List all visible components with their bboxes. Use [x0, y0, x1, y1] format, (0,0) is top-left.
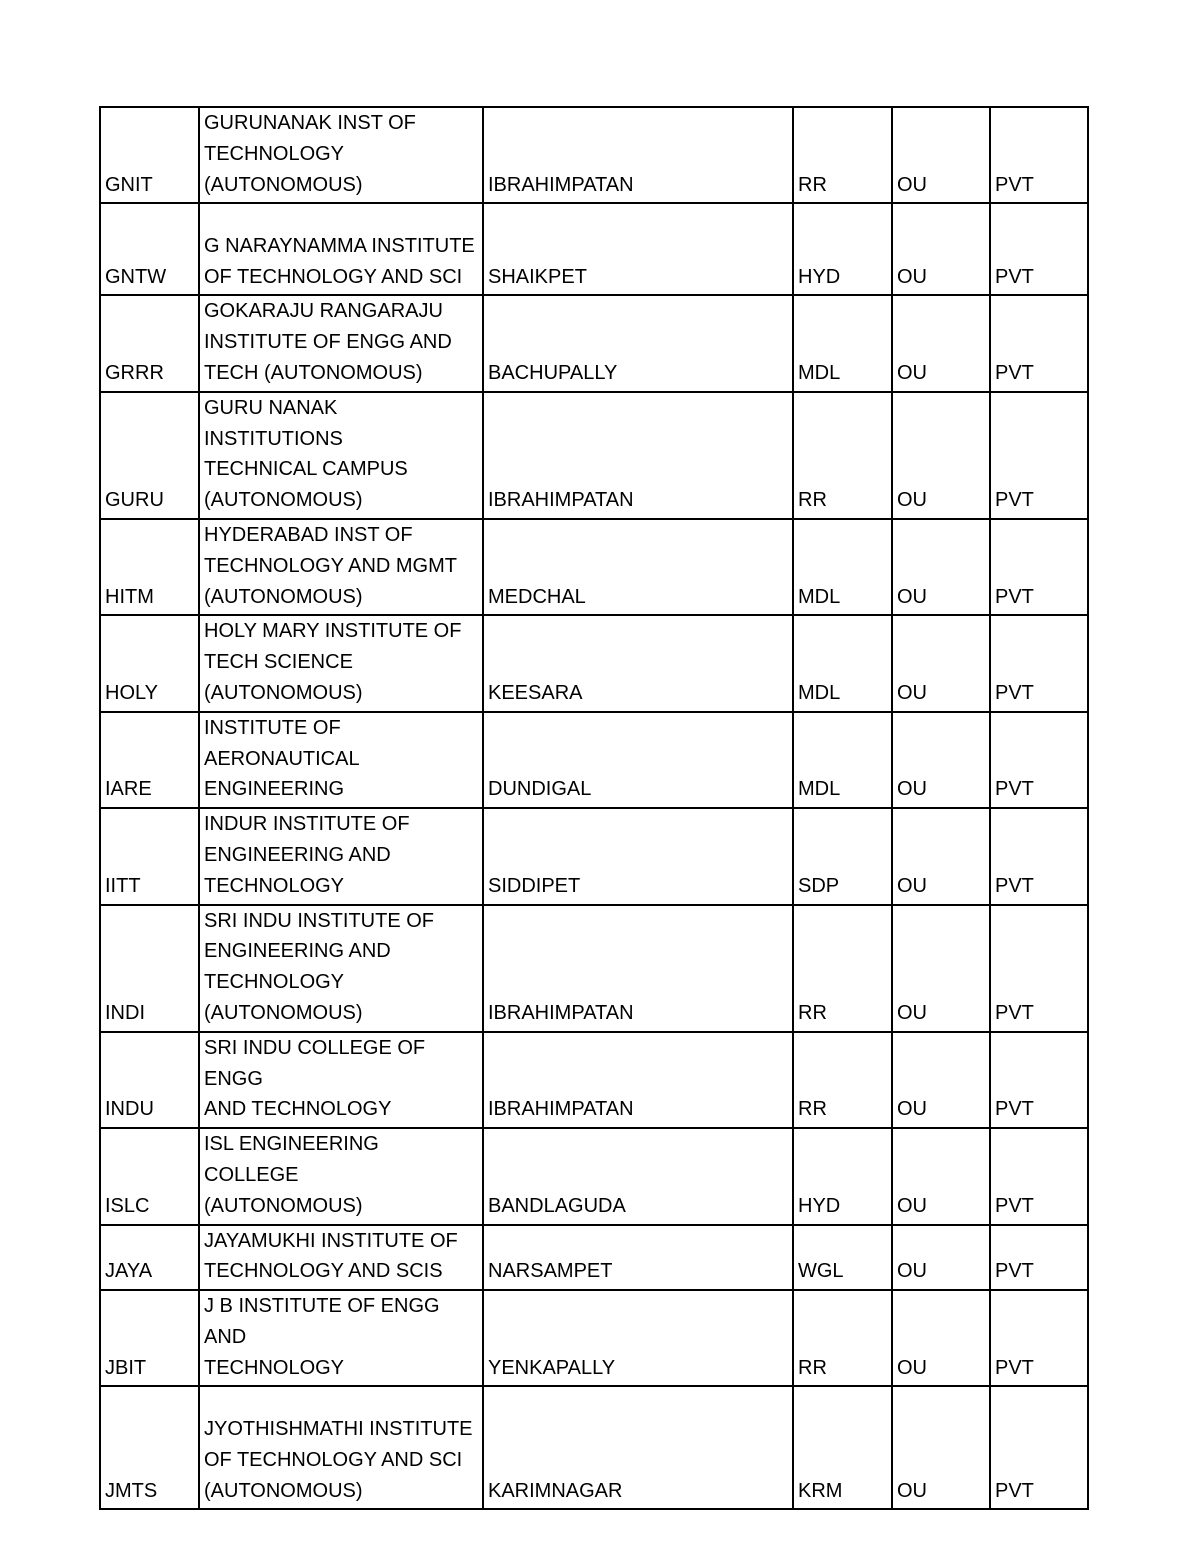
university-cell: OU [892, 519, 990, 615]
college-name-cell: INSTITUTE OF AERONAUTICAL ENGINEERING [199, 712, 483, 808]
district-cell: MDL [793, 295, 892, 391]
college-name-cell: GURU NANAK INSTITUTIONS TECHNICAL CAMPUS (AUTONOMOUS) [199, 392, 483, 519]
college-name-cell: J B INSTITUTE OF ENGG AND TECHNOLOGY [199, 1290, 483, 1386]
college-code-cell: ISLC [100, 1128, 199, 1224]
table-row [100, 1290, 1088, 1386]
district-cell: RR [793, 107, 892, 203]
college-table-sheet [99, 106, 1087, 1510]
university-cell: OU [892, 392, 990, 519]
place-cell: MEDCHAL [483, 519, 793, 615]
district-cell: HYD [793, 1128, 892, 1224]
college-code-cell: GURU [100, 392, 199, 519]
type-cell: PVT [990, 905, 1088, 1032]
type-cell: PVT [990, 1290, 1088, 1386]
university-cell: OU [892, 1225, 990, 1291]
type-cell: PVT [990, 1225, 1088, 1291]
university-cell: OU [892, 1386, 990, 1509]
table-row [100, 203, 1088, 295]
district-cell: WGL [793, 1225, 892, 1291]
district-cell: SDP [793, 808, 892, 904]
college-name-cell: G NARAYNAMMA INSTITUTE OF TECHNOLOGY AND SCI [199, 203, 483, 295]
table-row [100, 295, 1088, 391]
type-cell: PVT [990, 519, 1088, 615]
place-cell: IBRAHIMPATAN [483, 1032, 793, 1128]
college-code-cell: INDI [100, 905, 199, 1032]
table-row [100, 519, 1088, 615]
table-row [100, 808, 1088, 904]
college-name-cell: GOKARAJU RANGARAJU INSTITUTE OF ENGG AND TECH (AUTONOMOUS) [199, 295, 483, 391]
type-cell: PVT [990, 615, 1088, 711]
university-cell: OU [892, 712, 990, 808]
college-name-cell: INDUR INSTITUTE OF ENGINEERING AND TECHNOLOGY [199, 808, 483, 904]
table-row [100, 712, 1088, 808]
type-cell: PVT [990, 712, 1088, 808]
type-cell: PVT [990, 392, 1088, 519]
college-name-cell: SRI INDU COLLEGE OF ENGG AND TECHNOLOGY [199, 1032, 483, 1128]
college-code-cell: IARE [100, 712, 199, 808]
university-cell: OU [892, 1290, 990, 1386]
university-cell: OU [892, 295, 990, 391]
place-cell: SHAIKPET [483, 203, 793, 295]
table-row [100, 1225, 1088, 1291]
district-cell: RR [793, 392, 892, 519]
table-row [100, 905, 1088, 1032]
type-cell: PVT [990, 1128, 1088, 1224]
place-cell: NARSAMPET [483, 1225, 793, 1291]
university-cell: OU [892, 1128, 990, 1224]
college-name-cell: ISL ENGINEERING COLLEGE (AUTONOMOUS) [199, 1128, 483, 1224]
college-name-cell: JYOTHISHMATHI INSTITUTE OF TECHNOLOGY AND SCI (AUTONOMOUS) [199, 1386, 483, 1509]
table-row [100, 1032, 1088, 1128]
college-code-cell: HITM [100, 519, 199, 615]
place-cell: KARIMNAGAR [483, 1386, 793, 1509]
college-name-cell: HOLY MARY INSTITUTE OF TECH SCIENCE (AUTONOMOUS) [199, 615, 483, 711]
district-cell: RR [793, 1290, 892, 1386]
college-code-cell: JMTS [100, 1386, 199, 1509]
college-name-cell: SRI INDU INSTITUTE OF ENGINEERING AND TECHNOLOGY (AUTONOMOUS) [199, 905, 483, 1032]
university-cell: OU [892, 107, 990, 203]
college-code-cell: JAYA [100, 1225, 199, 1291]
college-code-cell: GNTW [100, 203, 199, 295]
college-code-cell: HOLY [100, 615, 199, 711]
place-cell: BANDLAGUDA [483, 1128, 793, 1224]
district-cell: MDL [793, 519, 892, 615]
place-cell: BACHUPALLY [483, 295, 793, 391]
college-code-cell: JBIT [100, 1290, 199, 1386]
type-cell: PVT [990, 808, 1088, 904]
place-cell: IBRAHIMPATAN [483, 107, 793, 203]
college-code-cell: INDU [100, 1032, 199, 1128]
university-cell: OU [892, 808, 990, 904]
college-name-cell: GURUNANAK INST OF TECHNOLOGY (AUTONOMOUS) [199, 107, 483, 203]
university-cell: OU [892, 1032, 990, 1128]
district-cell: RR [793, 1032, 892, 1128]
district-cell: HYD [793, 203, 892, 295]
place-cell: YENKAPALLY [483, 1290, 793, 1386]
place-cell: IBRAHIMPATAN [483, 392, 793, 519]
type-cell: PVT [990, 1386, 1088, 1509]
type-cell: PVT [990, 1032, 1088, 1128]
college-code-cell: IITT [100, 808, 199, 904]
university-cell: OU [892, 615, 990, 711]
district-cell: KRM [793, 1386, 892, 1509]
type-cell: PVT [990, 203, 1088, 295]
district-cell: MDL [793, 712, 892, 808]
table-row [100, 1128, 1088, 1224]
place-cell: SIDDIPET [483, 808, 793, 904]
college-name-cell: HYDERABAD INST OF TECHNOLOGY AND MGMT (AUTONOMOUS) [199, 519, 483, 615]
place-cell: DUNDIGAL [483, 712, 793, 808]
university-cell: OU [892, 905, 990, 1032]
table-row [100, 615, 1088, 711]
place-cell: KEESARA [483, 615, 793, 711]
district-cell: RR [793, 905, 892, 1032]
college-code-cell: GNIT [100, 107, 199, 203]
college-table-body [100, 107, 1088, 1509]
table-row [100, 107, 1088, 203]
table-row [100, 392, 1088, 519]
district-cell: MDL [793, 615, 892, 711]
university-cell: OU [892, 203, 990, 295]
table-row [100, 1386, 1088, 1509]
college-code-cell: GRRR [100, 295, 199, 391]
college-table [99, 106, 1089, 1510]
type-cell: PVT [990, 107, 1088, 203]
type-cell: PVT [990, 295, 1088, 391]
place-cell: IBRAHIMPATAN [483, 905, 793, 1032]
college-name-cell: JAYAMUKHI INSTITUTE OF TECHNOLOGY AND SCIS [199, 1225, 483, 1291]
